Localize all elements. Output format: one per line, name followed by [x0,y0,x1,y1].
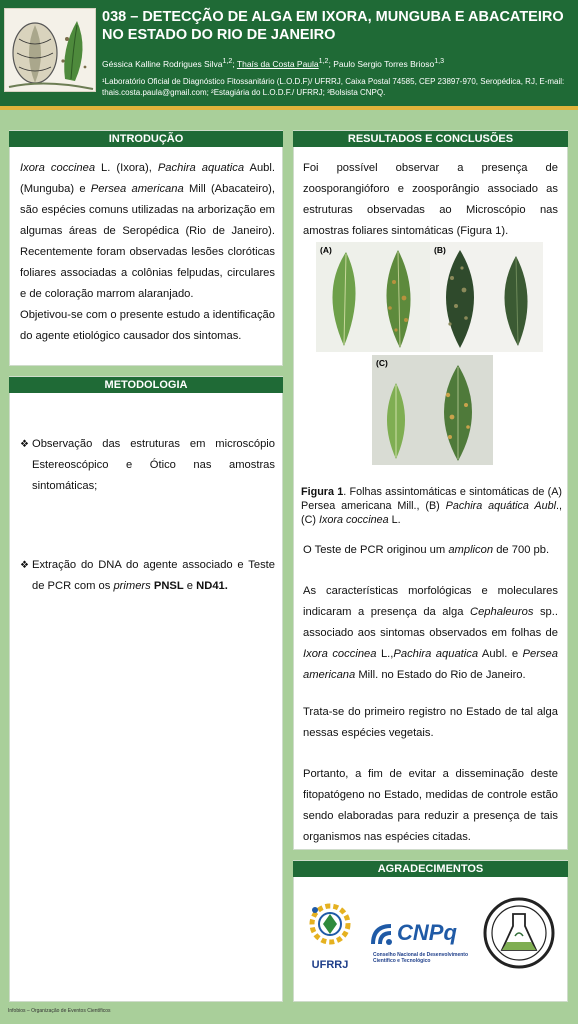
first-record-text: Trata-se do primeiro registro no Estado de tal alga nessas espécies vegetais. [303,706,558,739]
text-run: Mill (Abacateiro), são espécies comuns utilizadas na arborização em algumas áreas de Seropédica (Rio de Janeiro). Recentemente foram observadas lesões cloróticas foliares associadas a colônias felpudas, circulares e de coloração marrom alaranjado. [20,183,275,300]
pcr-result-text [303,540,558,561]
acknowledgements-heading: AGRADECIMENTOS [293,861,568,877]
results-heading: RESULTADOS E CONCLUSÕES [293,131,568,147]
species-name: Ixora coccinea [303,648,377,660]
author-name: Paulo Sergio Torres Brioso [333,58,435,69]
ufrrj-text: UFRRJ [311,959,349,971]
author-affiliation-mark: 1,2 [222,57,233,65]
footer-credit: Infobios – Organização de Eventos Científicos [8,1008,111,1014]
text-run: sp.. associado aos sintomas observados em folhas de [303,606,558,639]
photo-label: (B) [434,245,446,255]
text-run: Extração do DNA do agente associado e Teste de PCR com os [32,559,275,592]
text-run: L. [388,514,401,526]
text-run: L. (Ixora), [95,162,158,174]
methodology-item [20,555,275,597]
text-run: de 700 pb. [493,544,550,556]
ufrrj-logo [305,900,355,972]
cnpq-logo [369,920,477,970]
primer-name: PNSL [153,580,184,592]
diamond-bullet-icon: ❖ [20,560,29,571]
introduction-text [20,158,275,347]
author-affiliation-mark: 1,2 [318,57,329,65]
species-name: Ixora coccinea [319,514,389,526]
cnpq-symbol-icon [369,922,395,948]
species-name: Pachira aquatica [393,648,479,660]
text-run: Conselho Nacional de Desenvolvimento [373,952,469,958]
text-run: e [183,580,197,592]
photo-persea-americana [316,242,430,352]
text-run: amplicon [448,544,494,556]
figure-label: Figura 1 [301,486,344,498]
diamond-bullet-icon: ❖ [20,439,29,450]
primer-name: ND41. [196,580,228,592]
cnpq-subtitle [373,952,468,964]
header-divider [0,106,578,110]
text-run: Aubl. (Munguba) e [20,162,275,195]
introduction-heading: INTRODUÇÃO [9,131,283,147]
poster-header [0,0,578,106]
photo-pachira-aquatica [430,242,543,352]
photo-label: (C) [376,358,388,368]
text-run: As características morfológicas e moleculares indicaram a presença da alga [303,585,558,618]
text-run: ., (C) [301,500,562,526]
conclusion-text: Portanto, a fim de evitar a disseminação deste fitopatógeno no Estado, medidas de controle estão sendo elaboradas para reduzir a presença de tais organismos nas espécies citadas. [303,768,558,843]
event-logo [4,8,96,92]
species-name: Pachira aquática Aubl [445,500,556,512]
text-run: primers [113,580,151,592]
text-run: Aubl. e [478,648,523,660]
identification-text [303,581,558,686]
cnpq-text: CNPq [397,920,457,945]
methodology-item [20,434,275,497]
poster-title: 038 – DETECÇÃO DE ALGA EM IXORA, MUNGUBA E ABACATEIRO NO ESTADO DO RIO DE JANEIRO [102,9,564,43]
lodf-seal-logo [482,896,556,970]
species-name: Persea americana [90,183,184,195]
species-name: Pachira aquatica [157,162,245,174]
figure-caption [301,485,562,527]
text-run: Mill. no Estado do Rio de Janeiro. [355,669,526,681]
text-run: O Teste de PCR originou um [303,544,449,556]
results-intro-text: Foi possível observar a presença de zoosporangióforo e zoosporângio associado as estruturas observadas ao Microscópio nas amostras foliares sintomáticas (Figura 1). [303,162,558,237]
author-list: Géssica Kalline Rodrigues Silva$^{1,2}$; Thaís da Costa Paula$^{1,2}$; Paulo Sergio Torres Brioso$^{1,3}$ [102,57,445,69]
methodology-item-text: Observação das estruturas em microscópio Estereoscópico e Ótico nas amostras sintomáticas; [32,438,275,492]
text-run: Científico e Tecnológico [373,958,431,964]
photo-ixora-coccinea [372,355,493,465]
author-affiliation-mark: 1,3 [434,57,445,65]
text-run: . Folhas assintomáticas e sintomáticas de (A) Persea americana Mill., (B) [301,486,562,512]
methodology-heading: METODOLOGIA [9,377,283,393]
presenting-author-name: Thaís da Costa Paula [236,58,319,69]
species-name: Cephaleuros [469,606,534,618]
author-name: Géssica Kalline Rodrigues Silva [102,58,223,69]
text-run: L., [376,648,394,660]
photo-label: (A) [320,245,332,255]
species-name: Ixora coccinea [20,162,96,174]
species-name: Persea americana [303,648,558,681]
objective-text: Objetivou-se com o presente estudo a identificação do agente etiológico causador dos sintomas. [20,309,275,342]
affiliation-text: ¹Laboratório Oficial de Diagnóstico Fitossanitário (L.O.D.F)/ UFRRJ, Caixa Postal 74585, CEP 23897-970, Seropédica, RJ, E-mail: thais.costa.paula@gmail.com; ²Estagiária do L.O.D.F./ UFRRJ; ³Bolsista CNPQ. [102,77,565,97]
